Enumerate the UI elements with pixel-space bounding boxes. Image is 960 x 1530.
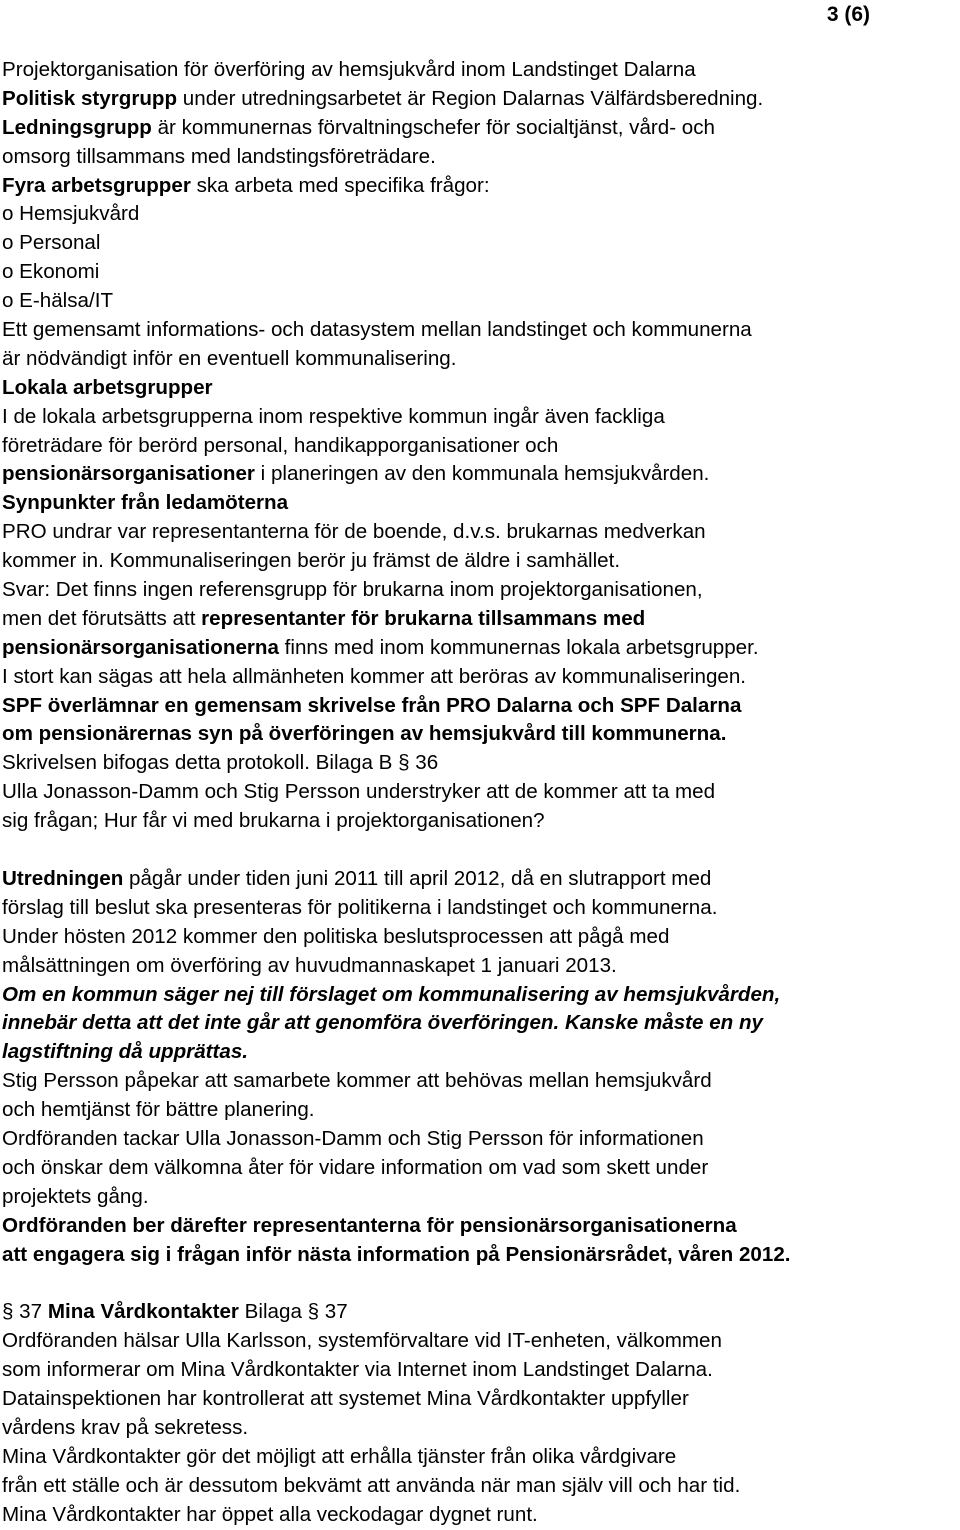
bold-text-segment: SPF överlämnar en gemensam skrivelse från PRO Dalarna och SPF Dalarna <box>2 693 742 717</box>
document-body <box>2 56 960 1529</box>
text-segment: Svar: Det finns ingen referensgrupp för brukarna inom projektorganisationen, <box>2 578 703 602</box>
text-line <box>2 778 960 807</box>
text-segment: § 37 <box>2 1300 48 1324</box>
blank-line <box>2 1269 960 1298</box>
text-segment: men det förutsätts att <box>2 606 202 630</box>
text-line <box>2 547 960 576</box>
text-segment: o E-hälsa/IT <box>2 289 114 313</box>
bold-italic-text-segment: lagstiftning då upprättas. <box>2 1040 248 1064</box>
text-segment: I de lokala arbetsgrupperna inom respektive kommun ingår även fackliga <box>2 404 665 428</box>
page-number: 3 (6) <box>826 3 870 26</box>
text-segment: finns med inom kommunernas lokala arbetsgrupper. <box>278 635 759 659</box>
text-segment: i planeringen av den kommunala hemsjukvården. <box>254 462 710 486</box>
text-line <box>2 316 960 345</box>
text-line <box>2 865 960 894</box>
blank-line <box>2 836 960 865</box>
text-segment: sig frågan; Hur får vi med brukarna i projektorganisationen? <box>2 809 545 833</box>
text-line <box>2 720 960 749</box>
text-line <box>2 229 960 258</box>
text-segment: kommer in. Kommunaliseringen berör ju främst de äldre i samhället. <box>2 549 621 573</box>
text-line <box>2 345 960 374</box>
text-line <box>2 85 960 114</box>
text-line <box>2 952 960 981</box>
text-line <box>2 663 960 692</box>
text-line <box>2 1183 960 1212</box>
text-line <box>2 1298 960 1327</box>
text-segment: pågår under tiden juni 2011 till april 2012, då en slutrapport med <box>123 866 712 890</box>
text-line <box>2 374 960 403</box>
text-segment: o Hemsjukvård <box>2 202 140 226</box>
text-line <box>2 200 960 229</box>
text-segment: Skrivelsen bifogas detta protokoll. Bilaga B § 36 <box>2 751 439 775</box>
text-line <box>2 518 960 547</box>
text-line <box>2 981 960 1010</box>
text-segment: Ulla Jonasson-Damm och Stig Persson understryker att de kommer att ta med <box>2 780 716 804</box>
text-line <box>2 1385 960 1414</box>
text-line <box>2 807 960 836</box>
text-line <box>2 114 960 143</box>
text-segment: Projektorganisation för överföring av hemsjukvård inom Landstinget Dalarna <box>2 58 696 81</box>
text-segment: vårdens krav på sekretess. <box>2 1415 249 1439</box>
text-line <box>2 1067 960 1096</box>
text-line <box>2 1241 960 1270</box>
text-segment: ska arbeta med specifika frågor: <box>190 173 490 197</box>
text-line <box>2 692 960 721</box>
text-line <box>2 1472 960 1501</box>
text-segment: är nödvändigt inför en eventuell kommunalisering. <box>2 346 457 370</box>
text-line <box>2 923 960 952</box>
text-segment: Stig Persson påpekar att samarbete kommer att behövas mellan hemsjukvård <box>2 1069 712 1093</box>
bold-text-segment: Mina Vårdkontakter <box>47 1300 239 1324</box>
bold-text-segment: att engagera sig i frågan inför nästa information på Pensionärsrådet, våren 2012. <box>2 1242 791 1266</box>
text-segment: I stort kan sägas att hela allmänheten kommer att beröras av kommunaliseringen. <box>2 664 747 688</box>
text-line <box>2 143 960 172</box>
bold-text-segment: Lokala arbetsgrupper <box>2 375 213 399</box>
text-line <box>2 432 960 461</box>
text-segment: och önskar dem välkomna åter för vidare information om vad som skett under <box>2 1155 709 1179</box>
text-segment: Bilaga § 37 <box>238 1300 348 1324</box>
text-line <box>2 1096 960 1125</box>
text-line <box>2 489 960 518</box>
bold-italic-text-segment: Om en kommun säger nej till förslaget om kommunalisering av hemsjukvården, <box>2 982 781 1006</box>
text-segment: projektets gång. <box>2 1184 149 1208</box>
bold-text-segment: Ledningsgrupp <box>2 115 152 139</box>
text-line <box>2 1501 960 1530</box>
text-segment: o Ekonomi <box>2 260 100 284</box>
text-segment: Mina Vårdkontakter gör det möjligt att erhålla tjänster från olika vårdgivare <box>2 1444 677 1468</box>
text-segment: och hemtjänst för bättre planering. <box>2 1098 315 1122</box>
text-segment: målsättningen om överföring av huvudmannaskapet 1 januari 2013. <box>2 953 617 977</box>
text-segment: omsorg tillsammans med landstingsföreträdare. <box>2 144 436 168</box>
text-segment: företrädare för berörd personal, handikapporganisationer och <box>2 433 559 457</box>
text-line <box>2 576 960 605</box>
text-line <box>2 258 960 287</box>
text-line <box>2 460 960 489</box>
text-line <box>2 403 960 432</box>
text-line <box>2 605 960 634</box>
text-line <box>2 56 960 85</box>
text-line <box>2 1009 960 1038</box>
text-segment: under utredningsarbetet är Region Dalarnas Välfärdsberedning. <box>177 86 764 110</box>
text-segment: Under hösten 2012 kommer den politiska beslutsprocessen att pågå med <box>2 924 670 948</box>
text-line <box>2 1356 960 1385</box>
text-segment: som informerar om Mina Vårdkontakter via Internet inom Landstinget Dalarna. <box>2 1358 713 1382</box>
bold-text-segment: Fyra arbetsgrupper <box>2 173 191 197</box>
text-line <box>2 634 960 663</box>
text-segment: Ett gemensamt informations- och datasystem mellan landstinget och kommunerna <box>2 318 752 342</box>
text-segment: är kommunernas förvaltningschefer för socialtjänst, vård- och <box>151 115 715 139</box>
text-line <box>2 1414 960 1443</box>
text-line <box>2 1125 960 1154</box>
text-segment: PRO undrar var representanterna för de boende, d.v.s. brukarnas medverkan <box>2 520 706 544</box>
text-segment: Ordföranden hälsar Ulla Karlsson, systemförvaltare vid IT-enheten, välkommen <box>2 1329 722 1353</box>
bold-text-segment: om pensionärernas syn på överföringen av hemsjukvård till kommunerna. <box>2 722 727 746</box>
bold-text-segment: pensionärsorganisationerna <box>2 635 279 659</box>
text-line <box>2 894 960 923</box>
bold-italic-text-segment: innebär detta att det inte går att genomföra överföringen. Kanske måste en ny <box>2 1011 763 1035</box>
text-segment: Ordföranden tackar Ulla Jonasson-Damm och Stig Persson för informationen <box>2 1126 704 1150</box>
bold-text-segment: Ordföranden ber därefter representanterna för pensionärsorganisationerna <box>2 1213 737 1237</box>
text-line <box>2 1038 960 1067</box>
text-line <box>2 1327 960 1356</box>
bold-text-segment: Politisk styrgrupp <box>2 86 178 110</box>
bold-text-segment: Utredningen <box>2 866 124 890</box>
bold-text-segment: representanter för brukarna tillsammans med <box>201 606 646 630</box>
text-line <box>2 1212 960 1241</box>
text-line <box>2 749 960 778</box>
text-segment: från ett ställe och är dessutom bekvämt att använda när man själv vill och har tid. <box>2 1473 741 1497</box>
text-segment: Datainspektionen har kontrollerat att systemet Mina Vårdkontakter uppfyller <box>2 1386 689 1410</box>
text-line <box>2 287 960 316</box>
text-segment: Mina Vårdkontakter har öppet alla veckodagar dygnet runt. <box>2 1502 538 1526</box>
text-line <box>2 172 960 201</box>
bold-text-segment: Synpunkter från ledamöterna <box>2 491 289 515</box>
text-segment: o Personal <box>2 231 101 255</box>
text-line <box>2 1154 960 1183</box>
text-segment: förslag till beslut ska presenteras för politikerna i landstinget och kommunerna. <box>2 895 718 919</box>
bold-text-segment: pensionärsorganisationer <box>2 462 255 486</box>
text-line <box>2 1443 960 1472</box>
